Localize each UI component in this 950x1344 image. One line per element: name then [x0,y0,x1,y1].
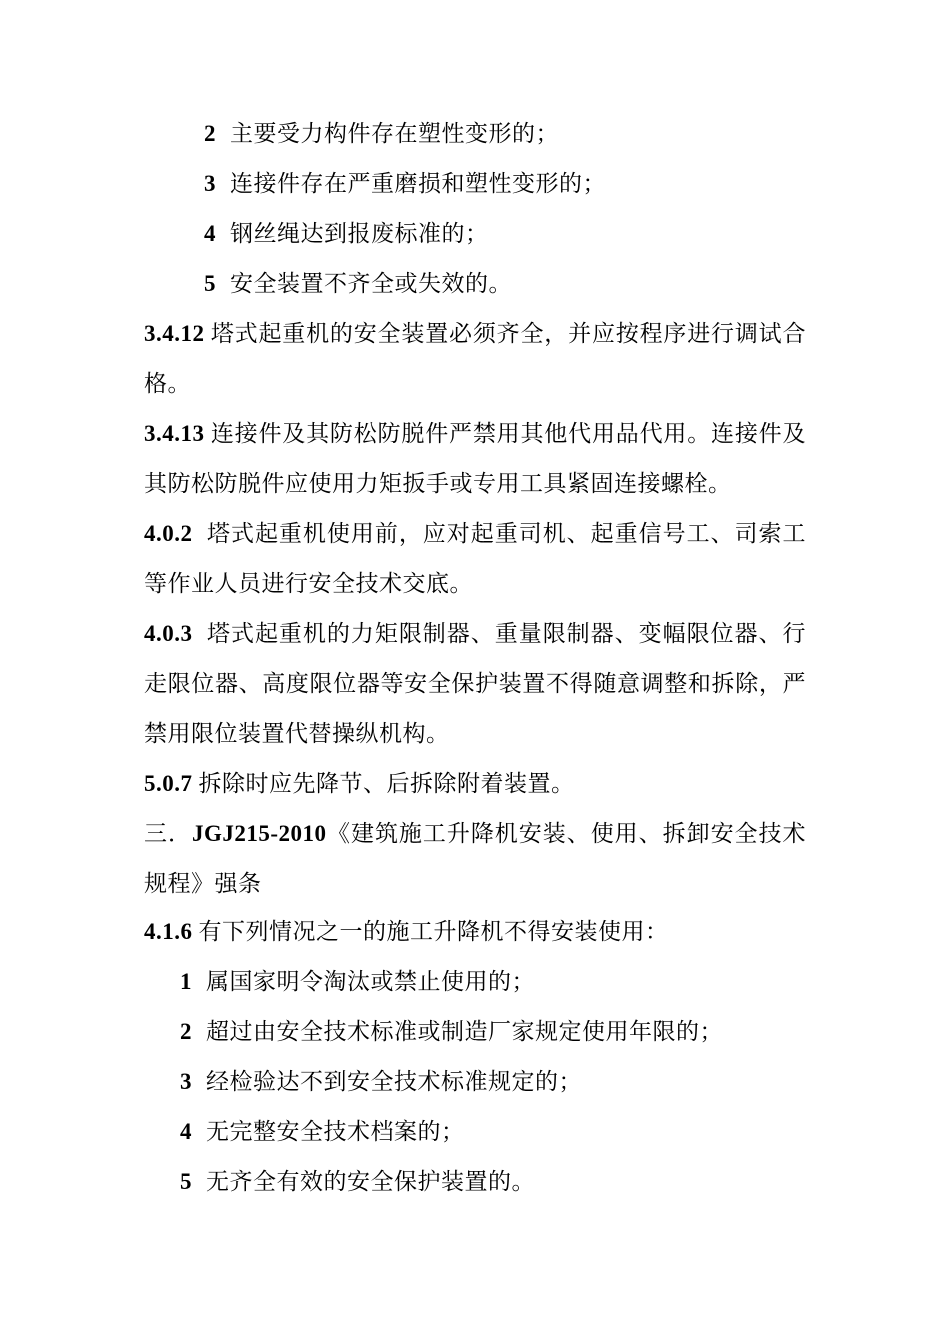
list-item-number: 5 [180,1169,192,1194]
clause-text: 拆除时应先降节、后拆除附着装置。 [198,771,575,797]
list-item [180,1117,465,1147]
list-item-text: 属国家明令淘汰或禁止使用的； [206,969,535,995]
clause-4-0-3-cont [144,669,806,699]
clause-4-1-6 [144,917,669,947]
section-title: 规程》强条 [144,871,262,897]
clause-text: 其防松防脱件应使用力矩扳手或专用工具紧固连接螺栓。 [144,471,732,497]
list-item [204,169,606,199]
list-item-text: 安全装置不齐全或失效的。 [230,271,512,297]
list-item-number: 1 [180,969,192,994]
clause-text: 走限位器、高度限位器等安全保护装置不得随意调整和拆除，严 [144,671,806,697]
list-item [180,1017,723,1047]
clause-3-4-13-cont [144,469,732,499]
list-item-text: 无齐全有效的安全保护装置的。 [206,1169,535,1195]
section-title: 《建筑施工升降机安装、使用、拆卸安全技术 [326,821,807,847]
section-heading [144,819,806,849]
list-item [204,269,512,299]
clause-number: 3.4.13 [144,421,205,446]
section-heading-cont [144,869,262,899]
standard-code: JGJ215-2010 [191,821,327,846]
clause-number: 3.4.12 [144,321,205,346]
list-item [180,1167,535,1197]
list-item-text: 无完整安全技术档案的； [206,1119,465,1145]
list-item [204,119,559,149]
list-item-number: 3 [204,171,216,196]
clause-4-0-2-cont [144,569,473,599]
clause-text: 塔式起重机使用前，应对起重司机、起重信号工、司索工 [206,521,806,547]
clause-5-0-7 [144,769,575,799]
list-item-number: 2 [204,121,216,146]
clause-3-4-12-cont [144,369,191,399]
clause-text: 连接件及其防松防脱件严禁用其他代用品代用。连接件及 [210,421,806,447]
clause-3-4-12 [144,319,806,349]
clause-text: 禁用限位装置代替操纵机构。 [144,721,450,747]
list-item-number: 4 [180,1119,192,1144]
clause-number: 5.0.7 [144,771,193,796]
list-item-text: 超过由安全技术标准或制造厂家规定使用年限的； [206,1019,723,1045]
list-item-number: 4 [204,221,216,246]
clause-number: 4.0.3 [144,621,193,646]
clause-text: 等作业人员进行安全技术交底。 [144,571,473,597]
section-prefix: 三． [144,821,192,847]
list-item-number: 3 [180,1069,192,1094]
list-item-text: 连接件存在严重磨损和塑性变形的； [230,171,606,197]
list-item-number: 5 [204,271,216,296]
clause-4-0-2 [144,519,806,549]
list-item-text: 主要受力构件存在塑性变形的； [230,121,559,147]
list-item-number: 2 [180,1019,192,1044]
list-item-text: 经检验达不到安全技术标准规定的； [206,1069,582,1095]
list-item-text: 钢丝绳达到报废标准的； [230,221,489,247]
list-item [180,1067,582,1097]
clause-text: 塔式起重机的安全装置必须齐全，并应按程序进行调试合 [210,321,806,347]
clause-4-0-3 [144,619,806,649]
list-item [204,219,489,249]
clause-number: 4.0.2 [144,521,193,546]
clause-text: 塔式起重机的力矩限制器、重量限制器、变幅限位器、行 [206,621,806,647]
clause-text: 格。 [144,371,191,397]
list-item [180,967,535,997]
clause-text: 有下列情况之一的施工升降机不得安装使用： [198,919,669,945]
clause-4-0-3-cont2 [144,719,450,749]
clause-3-4-13 [144,419,806,449]
clause-number: 4.1.6 [144,919,193,944]
